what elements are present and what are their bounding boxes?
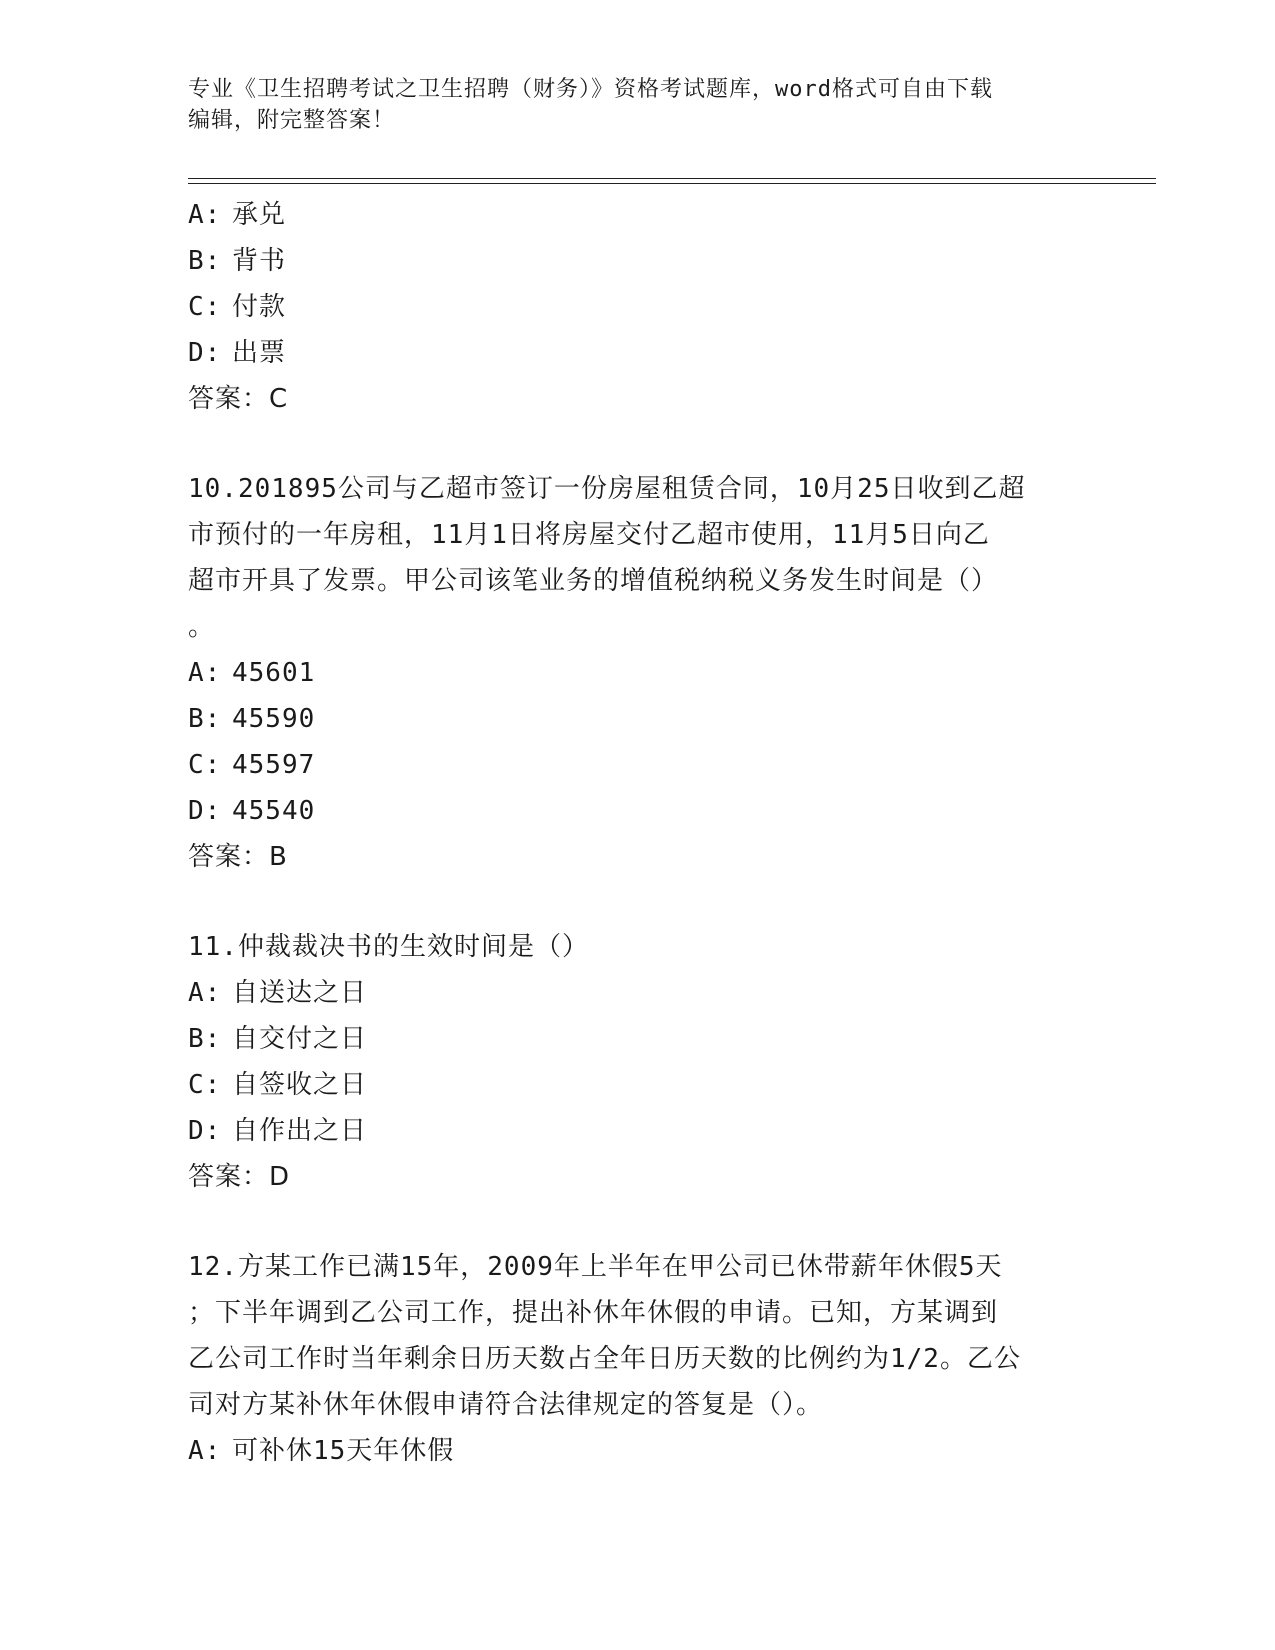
question-text-line: 乙公司工作时当年剩余日历天数占全年日历天数的比例约为1/2。乙公 <box>188 1344 1021 1374</box>
question-text-line: 12.方某工作已满15年，2009年上半年在甲公司已休带薪年休假5天 <box>188 1252 1003 1282</box>
header-rule-bottom <box>188 183 1156 184</box>
question-text-line: ；下半年调到乙公司工作，提出补休年休假的申请。已知，方某调到 <box>188 1298 999 1328</box>
question-11 <box>188 924 1088 1200</box>
answer: 答案：D <box>188 1162 291 1192</box>
option-d: D: 出票 <box>188 338 287 368</box>
option-c: C: 付款 <box>188 292 287 322</box>
option-c: C: 45597 <box>188 750 316 780</box>
question-content <box>188 192 1088 1474</box>
option-d: D: 自作出之日 <box>188 1116 368 1146</box>
question-text-line: 。 <box>188 612 216 642</box>
option-a: A: 自送达之日 <box>188 978 368 1008</box>
option-b: B: 自交付之日 <box>188 1024 368 1054</box>
question-text-line: 11.仲裁裁决书的生效时间是（） <box>188 932 589 962</box>
option-a: A: 承兑 <box>188 200 287 230</box>
option-d: D: 45540 <box>188 796 316 826</box>
option-b: B: 背书 <box>188 246 287 276</box>
question-text-line: 超市开具了发票。甲公司该笔业务的增值税纳税义务发生时间是（） <box>188 566 999 596</box>
question-text-line: 10.201895公司与乙超市签订一份房屋租赁合同，10月25日收到乙超 <box>188 474 1026 504</box>
option-a: A: 可补休15天年休假 <box>188 1436 455 1466</box>
option-a: A: 45601 <box>188 658 316 688</box>
header-rule-top <box>188 178 1156 179</box>
question-9 <box>188 192 1088 422</box>
document-header <box>188 74 1088 136</box>
option-c: C: 自签收之日 <box>188 1070 368 1100</box>
header-line-1: 专业《卫生招聘考试之卫生招聘（财务）》资格考试题库，word格式可自由下载 <box>188 77 993 102</box>
answer: 答案：B <box>188 842 288 872</box>
question-text-line: 市预付的一年房租，11月1日将房屋交付乙超市使用，11月5日向乙 <box>188 520 990 550</box>
question-10 <box>188 466 1088 880</box>
question-12 <box>188 1244 1088 1474</box>
answer: 答案：C <box>188 384 289 414</box>
option-b: B: 45590 <box>188 704 316 734</box>
header-line-2: 编辑，附完整答案！ <box>188 108 396 133</box>
question-text-line: 司对方某补休年休假申请符合法律规定的答复是（）。 <box>188 1390 824 1420</box>
